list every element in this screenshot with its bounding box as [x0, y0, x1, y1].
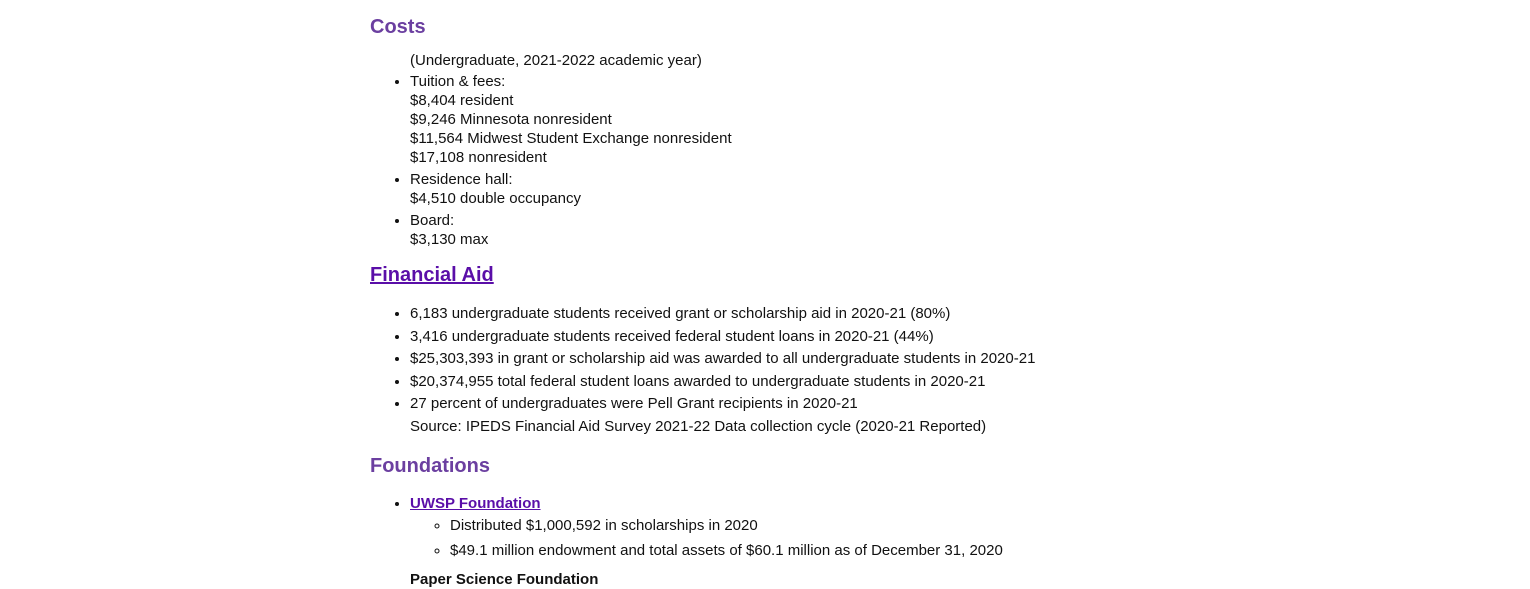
- tuition-label: Tuition & fees:: [410, 73, 506, 90]
- list-item: • $25,303,393 in grant or scholarship aid was awarded to all undergraduate students in 2020-21: [410, 349, 1035, 368]
- tuition-minnesota: $9,246 Minnesota nonresident: [410, 111, 612, 128]
- costs-note: (Undergraduate, 2021-2022 academic year): [410, 52, 702, 69]
- list-item-board: [410, 211, 732, 249]
- uwsp-foundation-sublist: [410, 516, 1003, 560]
- financial-aid-list: [370, 304, 1035, 417]
- costs-heading: Costs: [370, 16, 426, 38]
- foundations-heading: Foundations: [370, 455, 490, 477]
- paper-science-foundation-heading: Paper Science Foundation: [410, 571, 599, 588]
- financial-aid-heading: [370, 263, 494, 287]
- foundations-list: [370, 494, 1003, 589]
- list-item: ◦ Distributed $1,000,592 in scholarships in 2020: [450, 516, 1003, 535]
- list-item-uwsp-foundation: [410, 494, 1003, 589]
- list-item: • 27 percent of undergraduates were Pell Grant recipients in 2020-21: [410, 394, 1035, 413]
- board-label: Board:: [410, 212, 455, 229]
- list-item-tuition: [410, 72, 732, 167]
- list-item-residence: [410, 170, 732, 208]
- list-item: • 6,183 undergraduate students received grant or scholarship aid in 2020-21 (80%): [410, 304, 1035, 323]
- list-item: ◦ $49.1 million endowment and total assets of $60.1 million as of December 31, 2020: [450, 541, 1003, 560]
- uwsp-foundation-link[interactable]: UWSP Foundation: [410, 495, 541, 512]
- tuition-nonresident: $17,108 nonresident: [410, 149, 547, 166]
- list-item: • 3,416 undergraduate students received federal student loans in 2020-21 (44%): [410, 327, 1035, 346]
- tuition-mse: $11,564 Midwest Student Exchange nonresident: [410, 130, 732, 147]
- tuition-resident: $8,404 resident: [410, 92, 514, 109]
- board-max: $3,130 max: [410, 231, 489, 248]
- costs-list: [370, 72, 732, 252]
- list-item: • $20,374,955 total federal student loans awarded to undergraduate students in 2020-21: [410, 372, 1035, 391]
- residence-label: Residence hall:: [410, 171, 513, 188]
- aid-source: Source: IPEDS Financial Aid Survey 2021-22 Data collection cycle (2020-21 Reported): [410, 418, 987, 435]
- residence-double: $4,510 double occupancy: [410, 190, 581, 207]
- financial-aid-link[interactable]: Financial Aid: [370, 264, 494, 286]
